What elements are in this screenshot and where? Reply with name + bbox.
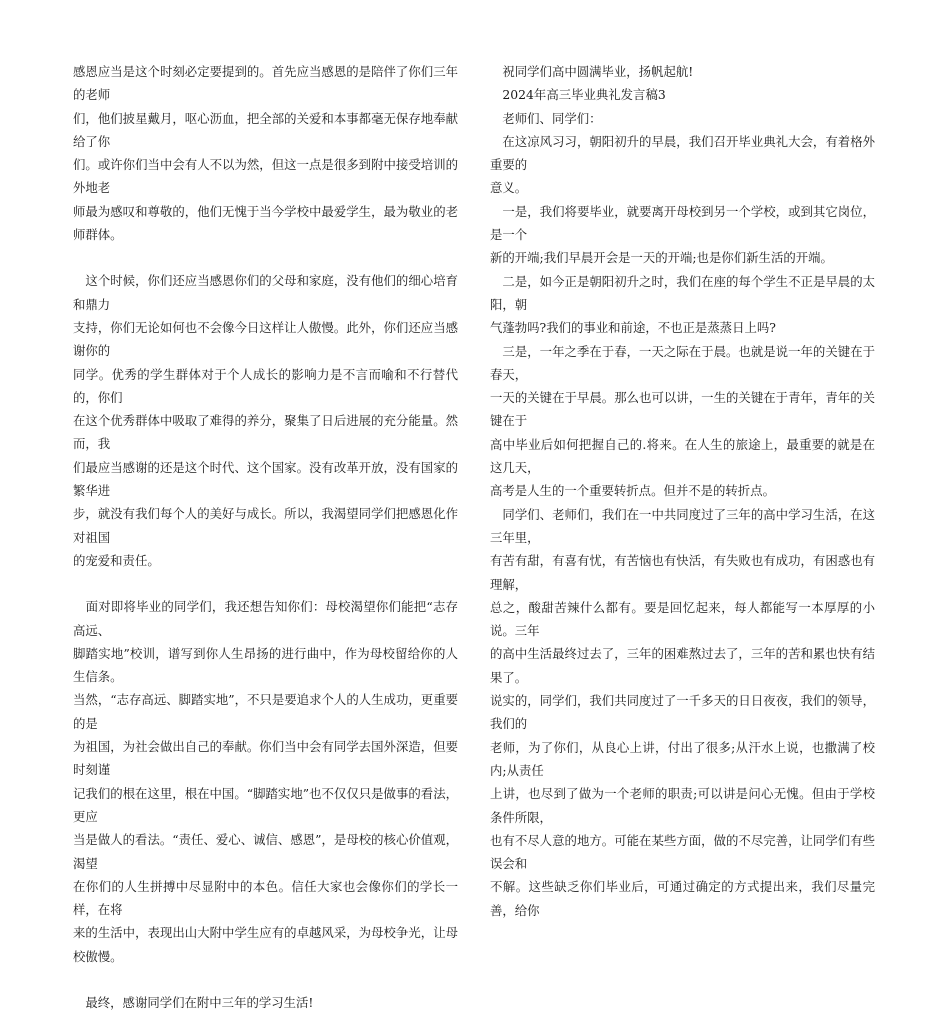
text-line: 上讲，也尽到了做为一个老师的职责;可以讲是问心无愧。但由于学校条件所限， [490,786,875,825]
text-line: 高考是人生的一个重要转折点。但并不是的转折点。 [490,483,775,499]
text-line: 来的生活中，表现出山大附中学生应有的卓越风采，为母校争光，让母校傲慢。 [73,925,458,964]
text-line: 祝同学们高中圆满毕业，扬帆起航! [490,64,694,79]
text-line: 也有不尽人意的地方。可能在某些方面，做的不尽完善，让同学们有些误会和 [490,832,875,872]
paragraph [73,595,458,968]
text-line: 同学们、老师们，我们在一中共同度过了三年的高中学习生活，在这三年里， [490,506,875,545]
text-line: 的高中生活最终过去了，三年的困难熬过去了，三年的苦和累也快有结果了。 [490,646,875,685]
text-line: 老师，为了你们，从良心上讲，付出了很多;从汗水上说，也撒满了校内;从责任 [490,739,875,778]
paragraph [490,60,875,503]
paragraph-gap [73,572,458,595]
text-line: 当然，“志存高远、脚踏实地”，不只是要追求个人的人生成功，更重要的是 [73,692,458,731]
text-line: 在你们的人生拼搏中尽显附中的本色。信任大家也会像你们的学长一样，在将 [73,878,458,918]
text-line: 们，他们披星戴月，呕心沥血，把全部的关爱和本事都毫无保存地奉献给了你 [73,110,458,149]
paragraph [73,991,458,1014]
paragraph [73,60,458,246]
text-line: 同学。优秀的学生群体对于个人成长的影响力是不言而喻和不行替代的，你们 [73,366,458,405]
text-line: 师最为感叹和尊敬的，他们无愧于当今学校中最爱学生，最为敬业的老师群体。 [73,203,458,243]
right-column [490,60,875,922]
text-line: 意义。 [490,180,528,196]
text-line: 的宠爱和责任。 [73,552,160,568]
text-line: 记我们的根在这里，根在中国。“脚踏实地”也不仅仅只是做事的看法，更应 [73,785,458,824]
text-line: 步，就没有我们每个人的美好与成长。所以，我渴望同学们把感恩化作对祖国 [73,506,458,545]
text-line: 不解。这些缺乏你们毕业后，可通过确定的方式提出来，我们尽量完善，给你 [490,879,875,918]
text-line: 们。或许你们当中会有人不以为然，但这一点是很多到附中接受培训的外地老 [73,157,458,196]
text-line: 老师们、同学们： [490,110,602,126]
text-line: 这个时候，你们还应当感恩你们的父母和家庭，没有他们的细心培育和鼎力 [73,273,458,312]
text-line: 总之，酸甜苦辣什么都有。要是回忆起来，每人都能写一本厚厚的小说。三年 [490,599,875,639]
text-line: 说实的，同学们，我们共同度过了一千多天的日日夜夜，我们的领导，我们的 [490,693,875,732]
paragraph-gap [73,246,458,269]
text-line: 们最应当感谢的还是这个时代、这个国家。没有改革开放，没有国家的繁华进 [73,459,458,499]
paragraph [73,269,458,572]
text-line: 2024年高三毕业典礼发言稿3 [490,87,666,103]
text-line: 一天的关键在于早晨。那么也可以讲，一生的关键在于青年，青年的关键在于 [490,390,875,429]
text-line: 感恩应当是这个时刻必定要提到的。首先应当感恩的是陪伴了你们三年的老师 [73,64,458,103]
paragraph-gap [73,968,458,991]
text-line: 在这凉风习习，朝阳初升的早晨，我们召开毕业典礼大会，有着格外重要的 [490,133,875,173]
text-line: 在这个优秀群体中吸取了难得的养分，聚集了日后进展的充分能量。然而，我 [73,413,458,452]
text-line: 二是，如今正是朝阳初升之时，我们在座的每个学生不正是早晨的太阳，朝 [490,273,875,312]
text-line: 面对即将毕业的同学们，我还想告知你们：母校渴望你们能把“志存高远、 [73,599,458,638]
text-line: 脚踏实地”校训，谱写到你人生昂扬的进行曲中，作为母校留给你的人生信条。 [73,645,458,685]
text-line: 支持，你们无论如何也不会像今日这样让人傲慢。此外，你们还应当感谢你的 [73,319,458,359]
text-line: 最终，感谢同学们在附中三年的学习生活! [73,994,314,1010]
text-line: 一是，我们将要毕业，就要离开母校到另一个学校，或到其它岗位，是一个 [490,203,875,243]
text-line: 新的开端;我们早晨开会是一天的开端;也是你们新生活的开端。 [490,250,833,266]
text-line: 当是做人的看法。“责任、爱心、诚信、感恩”，是母校的核心价值观，渴望 [73,832,458,871]
left-column [73,60,458,1014]
text-line: 气蓬勃吗?我们的事业和前途，不也正是蒸蒸日上吗? [490,320,776,336]
text-line: 三是，一年之季在于春，一天之际在于晨。也就是说一年的关键在于春天， [490,343,875,382]
text-line: 高中毕业后如何把握自己的.将来。在人生的旅途上，最重要的就是在这几天， [490,436,875,476]
paragraph [490,503,875,922]
text-line: 为祖国，为社会做出自己的奉献。你们当中会有同学去国外深造，但要时刻谨 [73,739,458,778]
text-line: 有苦有甜，有喜有忧，有苦恼也有快活，有失败也有成功，有困惑也有理解， [490,553,875,592]
